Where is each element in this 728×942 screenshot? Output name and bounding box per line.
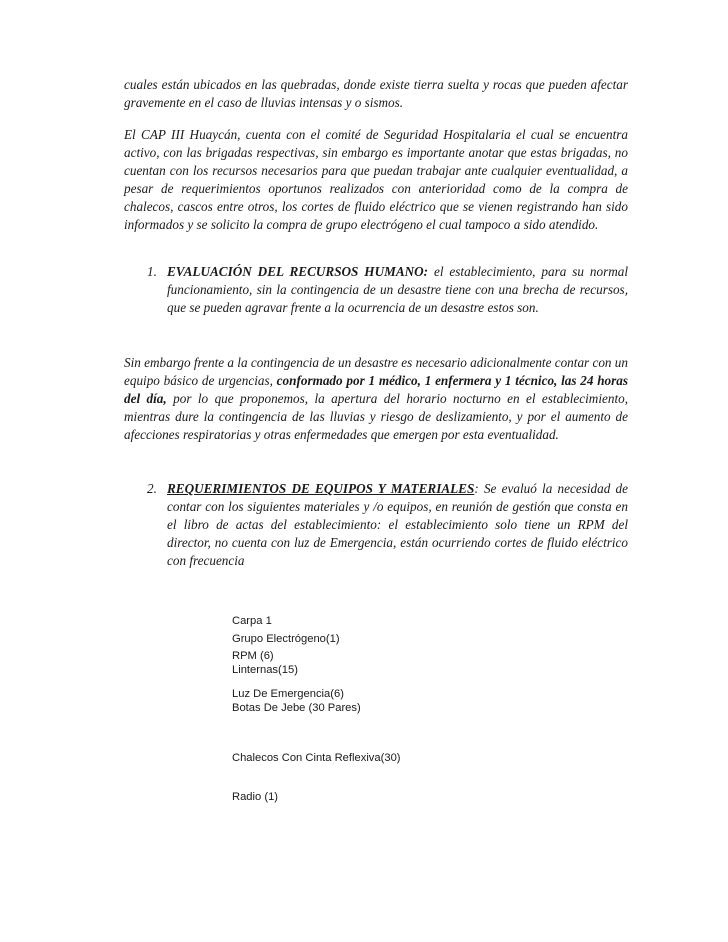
section-1-heading: EVALUACIÓN DEL RECURSOS HUMANO:: [167, 264, 429, 279]
section-requerimientos-equipos: [124, 480, 628, 570]
section-1-number: 1.: [147, 264, 157, 279]
list-item: Grupo Electrógeno(1): [232, 633, 340, 645]
paragraph-intro: [124, 76, 628, 112]
paragraph-equipo-urgencias: [124, 354, 628, 444]
section-2-heading: REQUERIMIENTOS DE EQUIPOS Y MATERIALES: [167, 481, 475, 496]
section-2-body: [167, 480, 628, 570]
section-evaluacion-recursos: [124, 263, 628, 317]
section-2-text: : Se evaluó la necesidad de contar con los siguientes materiales y /o equipos, en reunión de gestión que consta en el libro de actas del establecimiento: el establecimiento solo tiene un RPM del director, no cuenta con luz de Emergencia, están ocurriendo cortes de fluido eléctrico con frecuencia: [167, 481, 628, 568]
list-item: Linternas(15): [232, 664, 298, 676]
list-item: Chalecos Con Cinta Reflexiva(30): [232, 752, 401, 764]
list-item: Botas De Jebe (30 Pares): [232, 702, 361, 714]
paragraph-cap-huaycan: [124, 126, 628, 234]
paragraph-equipo-urgencias-part2: por lo que proponemos, la apertura del horario nocturno en el establecimiento, mientras dure la contingencia de las lluvias y riesgo de deslizamiento, y por el aumento de afecciones respiratorias y otras enfermedades que emergen por esta eventualidad.: [124, 391, 628, 442]
list-item: Luz De Emergencia(6): [232, 688, 344, 700]
paragraph-intro-text: cuales están ubicados en las quebradas, donde existe tierra suelta y rocas que pueden afectar gravemente en el caso de lluvias intensas y o sismos.: [124, 77, 628, 110]
list-item: Carpa 1: [232, 615, 272, 627]
section-2-number: 2.: [147, 481, 157, 496]
list-item: RPM (6): [232, 650, 274, 662]
paragraph-equipo-urgencias-bold: conformado por 1 médico, 1 enfermera y 1 técnico, las 24 horas del día,: [124, 373, 628, 406]
section-1-body: [167, 263, 628, 317]
paragraph-cap-huaycan-text: El CAP III Huaycán, cuenta con el comité de Seguridad Hospitalaria el cual se encuentra activo, con las brigadas respectivas, sin embargo es importante anotar que estas brigadas, no cuentan con los recursos necesarios para que puedan trabajar ante cualquier eventualidad, a pesar de requerimientos oportunos realizados con anterioridad como de la compra de chalecos, cascos entre otros, los cortes de fluido eléctrico que se vienen registrando han sido informados y se solicito la compra de grupo electrógeno el cual tampoco a sido atendido.: [124, 127, 628, 232]
list-item: Radio (1): [232, 791, 279, 803]
paragraph-equipo-urgencias-part1: Sin embargo frente a la contingencia de un desastre es necesario adicionalmente contar con un equipo básico de urgencias,: [124, 355, 628, 388]
section-1-text: el establecimiento, para su normal funcionamiento, sin la contingencia de un desastre tiene con una brecha de recursos, que se pueden agravar frente a la ocurrencia de un desastre estos son.: [167, 264, 628, 315]
